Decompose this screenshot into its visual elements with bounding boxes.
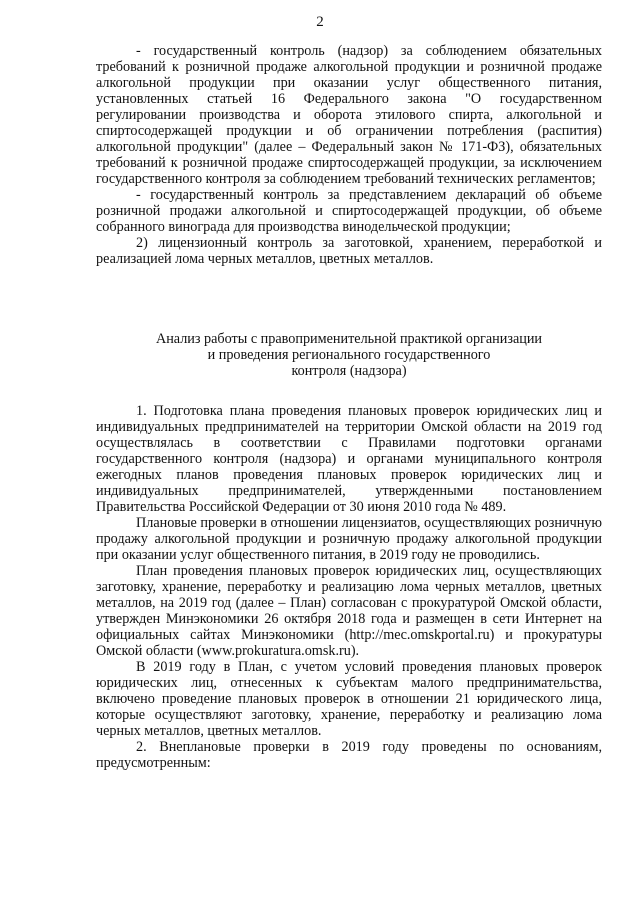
paragraph-inspection-plan-preparation: 1. Подготовка плана проведения плановых проверок юридических лиц и индивидуальных предпринимателей на территории Омской области на 2019 год осуществлялась в соответствии с Правилами подготовки органами государственного контроля (надзора) и органами муниципального контроля ежегодных планов проведения плановых проверок юридических лиц и индивидуальных предпринимателей, утвержденными постановлением Правительства Российской Федерации от 30 июня 2010 года № 489. xyxy=(96,403,602,515)
paragraph-plan-inclusion: В 2019 году в План, с учетом условий проведения плановых проверок юридических лиц, отнесенных к субъектам малого предпринимательства, включено проведение плановых проверок в отношении 21 юридического лица, которые осуществляют заготовку, хранение, переработку и реализацию лома черных металлов, цветных металлов. xyxy=(96,659,602,739)
section-heading-line-3: контроля (надзора) xyxy=(291,363,407,379)
bottom-text-block xyxy=(96,403,602,771)
paragraph-plan-approval: План проведения плановых проверок юридических лиц, осуществляющих заготовку, хранение, переработку и реализацию лома черных металлов, цветных металлов, на 2019 год (далее – План) согласован с прокуратурой Омской области, утвержден Минэкономики 26 октября 2018 года и размещен в сети Интернет на официальных сайтах Минэкономики (http://mec.omskportal.ru) и прокуратуры Омской области (www.prokuratura.omsk.ru). xyxy=(96,563,602,659)
paragraph-unscheduled-inspections: 2. Внеплановые проверки в 2019 году проведены по основаниям, предусмотренным: xyxy=(96,739,602,771)
page-number: 2 xyxy=(316,14,324,30)
paragraph-alcohol-retail-control: - государственный контроль (надзор) за соблюдением обязательных требований к розничной продаже алкогольной продукции и розничной продаже алкогольной продукции при оказании услуг общественного питания, установленных статьей 16 Федерального закона "О государственном регулировании производства и оборота этилового спирта, алкогольной и спиртосодержащей продукции и об ограничении потребления (распития) алкогольной продукции" (далее – Федеральный закон № 171-ФЗ), обязательных требований к розничной продаже спиртосодержащей продукции, за исключением государственного контроля за соблюдением требований технических регламентов; xyxy=(96,43,602,187)
paragraph-licensing-control-scrap-metal: 2) лицензионный контроль за заготовкой, хранением, переработкой и реализацией лома черных металлов, цветных металлов. xyxy=(96,235,602,267)
section-heading xyxy=(96,331,602,379)
section-heading-line-1: Анализ работы с правоприменительной практикой организации xyxy=(155,331,543,347)
top-text-block xyxy=(96,43,602,267)
section-heading-line-2: и проведения регионального государственного xyxy=(207,347,491,363)
paragraph-declarations-control: - государственный контроль за представлением деклараций об объеме розничной продажи алкогольной и спиртосодержащей продукции, об объеме собранного винограда для производства винодельческой продукции; xyxy=(96,187,602,235)
paragraph-no-planned-inspections: Плановые проверки в отношении лицензиатов, осуществляющих розничную продажу алкогольной продукции и розничную продажу алкогольной продукции при оказании услуг общественного питания, в 2019 году не проводились. xyxy=(96,515,602,563)
